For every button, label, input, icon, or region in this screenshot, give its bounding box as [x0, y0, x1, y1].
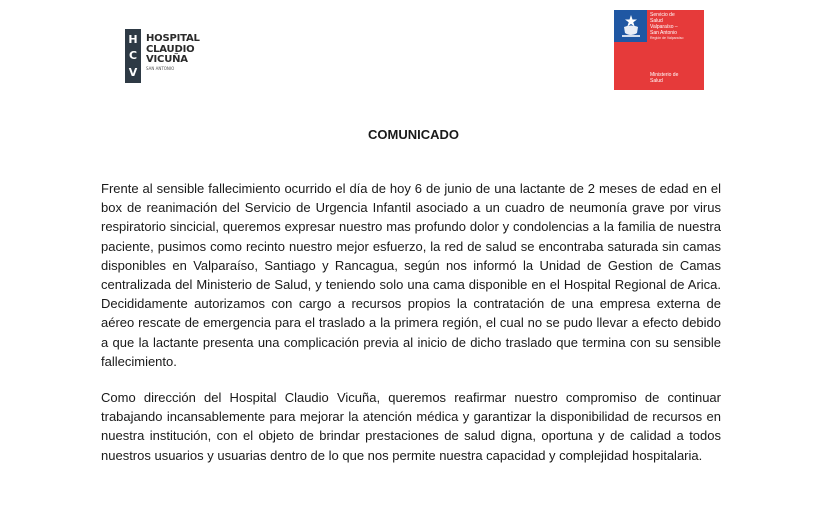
hcv-letter-c: C — [128, 49, 138, 63]
hospital-name — [146, 34, 266, 71]
document-title: COMUNICADO — [368, 127, 459, 142]
gov-red-block — [614, 42, 647, 90]
ministry-line-1: Ministerio de — [650, 72, 679, 78]
hospital-name-line-2: CLAUDIO — [146, 43, 195, 55]
service-line-4: San Antonio — [650, 30, 677, 36]
gov-text-panel — [647, 10, 704, 90]
document-body — [101, 179, 721, 465]
hospital-subtitle: SAN ANTONIO — [146, 65, 175, 71]
coat-of-arms-icon — [620, 13, 642, 39]
paragraph-1: Frente al sensible fallecimiento ocurrido el día de hoy 6 de junio de una lactante de 2 meses de edad en el box de reanimación del Servicio de Urgencia Infantil asociado a un cuadro de neumonía grave por virus respiratorio sincicial, queremos expresar nuestro mas profundo dolor y condolencias a la familia de nuestra paciente, pusimos como recinto nuestro mejor esfuerzo, la red de salud se encontraba saturada sin camas disponibles en Valparaíso, Santiago y Rancagua, según nos informó la Unidad de Gestion de Camas centralizada del Ministerio de Salud, y teniendo solo una cama disponible en el Hospital Regional de Arica. Decididamente autorizamos con cargo a recursos propios la contratación de una empresa externa de aéreo rescate de emergencia para el traslado a la primera región, el cual no se pudo llevar a efecto debido a que la lactante presenta una complicación previa al inicio de dicho traslado que termina con su sensible fallecimiento. — [101, 181, 721, 369]
hcv-letter-h: H — [128, 32, 138, 46]
service-line-3: Valparaíso – — [650, 24, 678, 30]
ministry-label — [650, 72, 678, 84]
government-health-service-logo — [614, 10, 704, 90]
hcv-letter-v: V — [128, 66, 138, 80]
hospital-name-line-1: HOSPITAL — [146, 33, 200, 44]
hcv-monogram — [125, 29, 141, 83]
hospital-name-line-3: VICUÑA — [146, 54, 188, 65]
service-line-2: Salud — [650, 18, 663, 24]
region-label: Región de Valparaíso — [650, 36, 684, 40]
service-line-1: Servicio de — [650, 12, 675, 18]
gov-flag-panel — [614, 10, 647, 90]
ministry-line-2: Salud — [650, 78, 663, 84]
paragraph-2: Como dirección del Hospital Claudio Vicuña, queremos reafirmar nuestro compromiso de continuar trabajando incansablemente para mejorar la atención médica y garantizar la disponibilidad de recursos en nuestra institución, con el objeto de brindar prestaciones de salud digna, oportuna y de calidad a todos nuestros usuarios y usuarias dentro de lo que nos permite nuestra capacidad y complejidad hospitalaria. — [101, 390, 721, 463]
